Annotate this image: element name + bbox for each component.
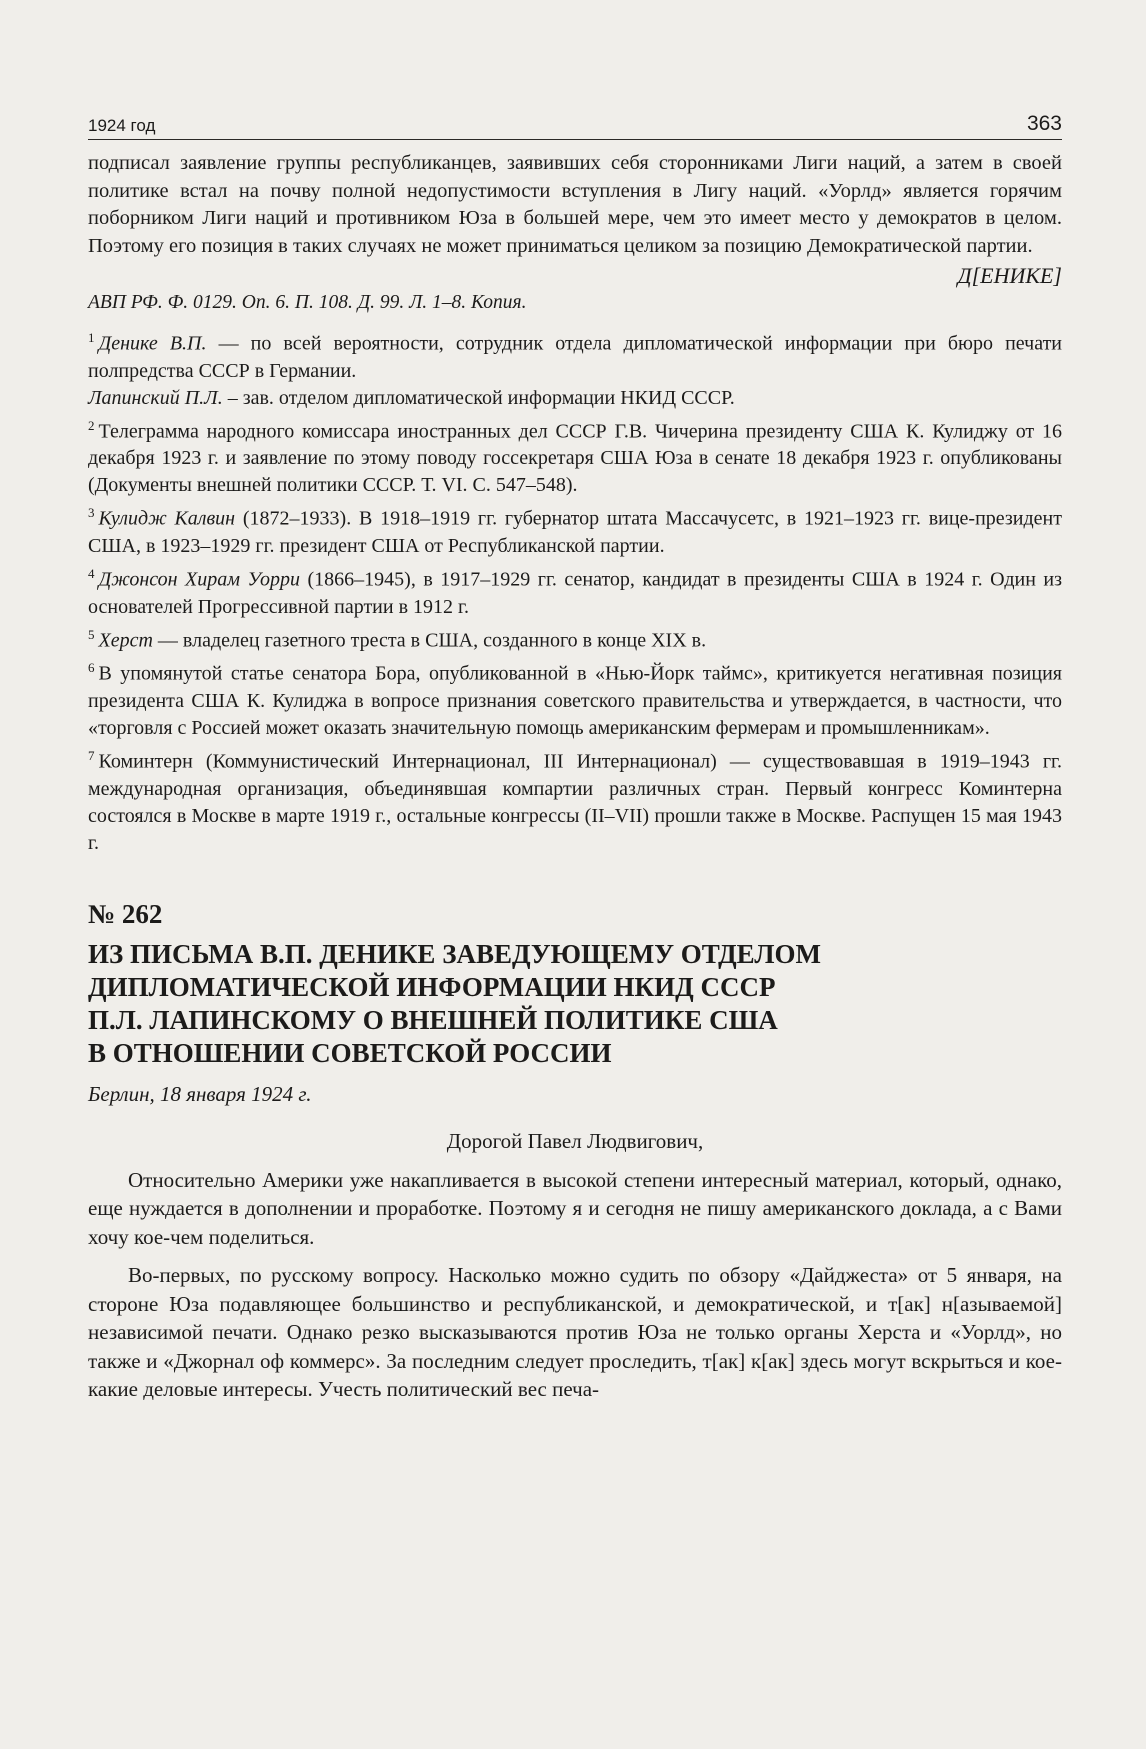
running-header xyxy=(88,112,1062,140)
document-title-line: ИЗ ПИСЬМА В.П. ДЕНИКЕ ЗАВЕДУЮЩЕМУ ОТДЕЛОМ xyxy=(88,938,821,969)
body-paragraph: подписал заявление группы республиканцев, заявивших себя сторонниками Лиги наций, а затем в своей политике встал на почву полной недопустимости вступления в Лигу наций. «Уорлд» является горячим поборником Лиги наций и противником Юза в большей мере, чем это имеет место у демократов в целом. Поэтому его позиция в таких случаях не может приниматься целиком за позицию Демократической партии. xyxy=(88,152,1062,257)
letter-paragraph: Во-первых, по русскому вопросу. Насколько можно судить по обзору «Дайджеста» от 5 января, на стороне Юза подавляющее большинство и республиканской, и демократической, и т[ак] н[азываемой] независимой печати. Однако резко высказываются против Юза не только органы Херста и «Уорлд», но также и «Джорнал оф коммерс». За последним следует проследить, т[ак] к[ак] здесь могут вскрыться и кое-какие деловые интересы. Учесть политический вес печа- xyxy=(88,1263,1062,1402)
footnote-number: 3 xyxy=(88,505,95,521)
footnote-name: Джонсон Хирам Уорри xyxy=(98,568,301,591)
place-date: Берлин, 18 января 1924 г. xyxy=(88,1081,312,1106)
footnote-name: Лапинский П.Л. xyxy=(88,386,223,409)
footnote xyxy=(88,560,1062,621)
signature: Д[ЕНИКЕ] xyxy=(957,263,1062,288)
footnote-text: Телеграмма народного комиссара иностранных дел СССР Г.В. Чичерина президенту США К. Кулиджу от 16 декабря 1923 г. и заявление по этому поводу госсекретаря США Юза в сенате 18 декабря 1923 г. опубликованы (Документы внешней политики СССР. Т. VI. С. 547–548). xyxy=(88,420,1062,497)
running-header-year: 1924 год xyxy=(88,116,156,135)
footnote xyxy=(88,654,1062,742)
footnote xyxy=(88,621,1062,655)
document-title xyxy=(88,938,1062,1070)
footnote-name: Херст xyxy=(98,629,153,652)
footnote-text: — владелец газетного треста в США, созданного в конце XIX в. xyxy=(152,629,707,652)
footnote-number: 7 xyxy=(88,747,95,763)
document-title-line: П.Л. ЛАПИНСКОМУ О ВНЕШНЕЙ ПОЛИТИКЕ США xyxy=(88,1004,778,1035)
footnote-text: Коминтерн (Коммунистический Интернационал, III Интернационал) — существовавшая в 1919–1943 гг. международная организация, объединявшая компартии различных стран. Первый конгресс Коминтерна состоялся в Москве в марте 1919 г., остальные конгрессы (II–VII) прошли также в Москве. Распущен 15 мая 1943 г. xyxy=(88,750,1062,854)
footnote-text: (1872–1933). В 1918–1919 гг. губернатор штата Массачусетс, в 1921–1923 гг. вице-президент США, в 1923–1929 гг. президент США от Республиканской партии. xyxy=(88,507,1063,557)
archive-reference: АВП РФ. Ф. 0129. Оп. 6. П. 108. Д. 99. Л. 1–8. Копия. xyxy=(88,292,527,313)
salutation: Дорогой Павел Людвигович, xyxy=(446,1128,704,1153)
footnote-number: 1 xyxy=(88,330,95,345)
footnote-number: 6 xyxy=(88,660,95,676)
footnote-name: Денике В.П. xyxy=(98,332,207,355)
letter-paragraph: Относительно Америки уже накапливается в высокой степени интересный материал, который, однако, еще нуждается в дополнении и проработке. Поэтому я и сегодня не пишу американского доклада, а с Вами хочу кое-чем поделиться. xyxy=(88,1167,1062,1249)
footnote-name: Кулидж Калвин xyxy=(98,507,236,530)
footnote-text: – зав. отделом дипломатической информации НКИД СССР. xyxy=(222,386,735,409)
footnote-text: — по всей вероятности, сотрудник отдела дипломатической информации при бюро печати полпредства СССР в Германии. xyxy=(88,332,1063,382)
footnote-number: 2 xyxy=(88,417,95,433)
footnote xyxy=(88,385,1062,412)
footnote-text: В упомянутой статье сенатора Бора, опубликованной в «Нью-Йорк таймс», критикуется негативная позиция президента США К. Кулиджа в вопросе признания советского правительства и утверждается, в частности, что «торговля с Россией может оказать значительную помощь американским фермерам и промышленникам». xyxy=(88,662,1062,739)
footnote xyxy=(88,499,1062,560)
footnotes xyxy=(88,324,1062,857)
document-title-line: В ОТНОШЕНИИ СОВЕТСКОЙ РОССИИ xyxy=(88,1037,612,1068)
document-title-line: ДИПЛОМАТИЧЕСКОЙ ИНФОРМАЦИИ НКИД СССР xyxy=(88,971,776,1002)
page-number: 363 xyxy=(1026,112,1062,135)
footnote-number: 4 xyxy=(88,565,95,581)
document-number: № 262 xyxy=(88,898,163,929)
footnote xyxy=(88,742,1062,857)
footnote-text: (1866–1945), в 1917–1929 гг. сенатор, кандидат в президенты США в 1924 г. Один из основателей Прогрессивной партии в 1912 г. xyxy=(88,568,1062,618)
footnote xyxy=(88,324,1062,385)
footnote xyxy=(88,412,1062,500)
footnote-number: 5 xyxy=(88,626,95,642)
